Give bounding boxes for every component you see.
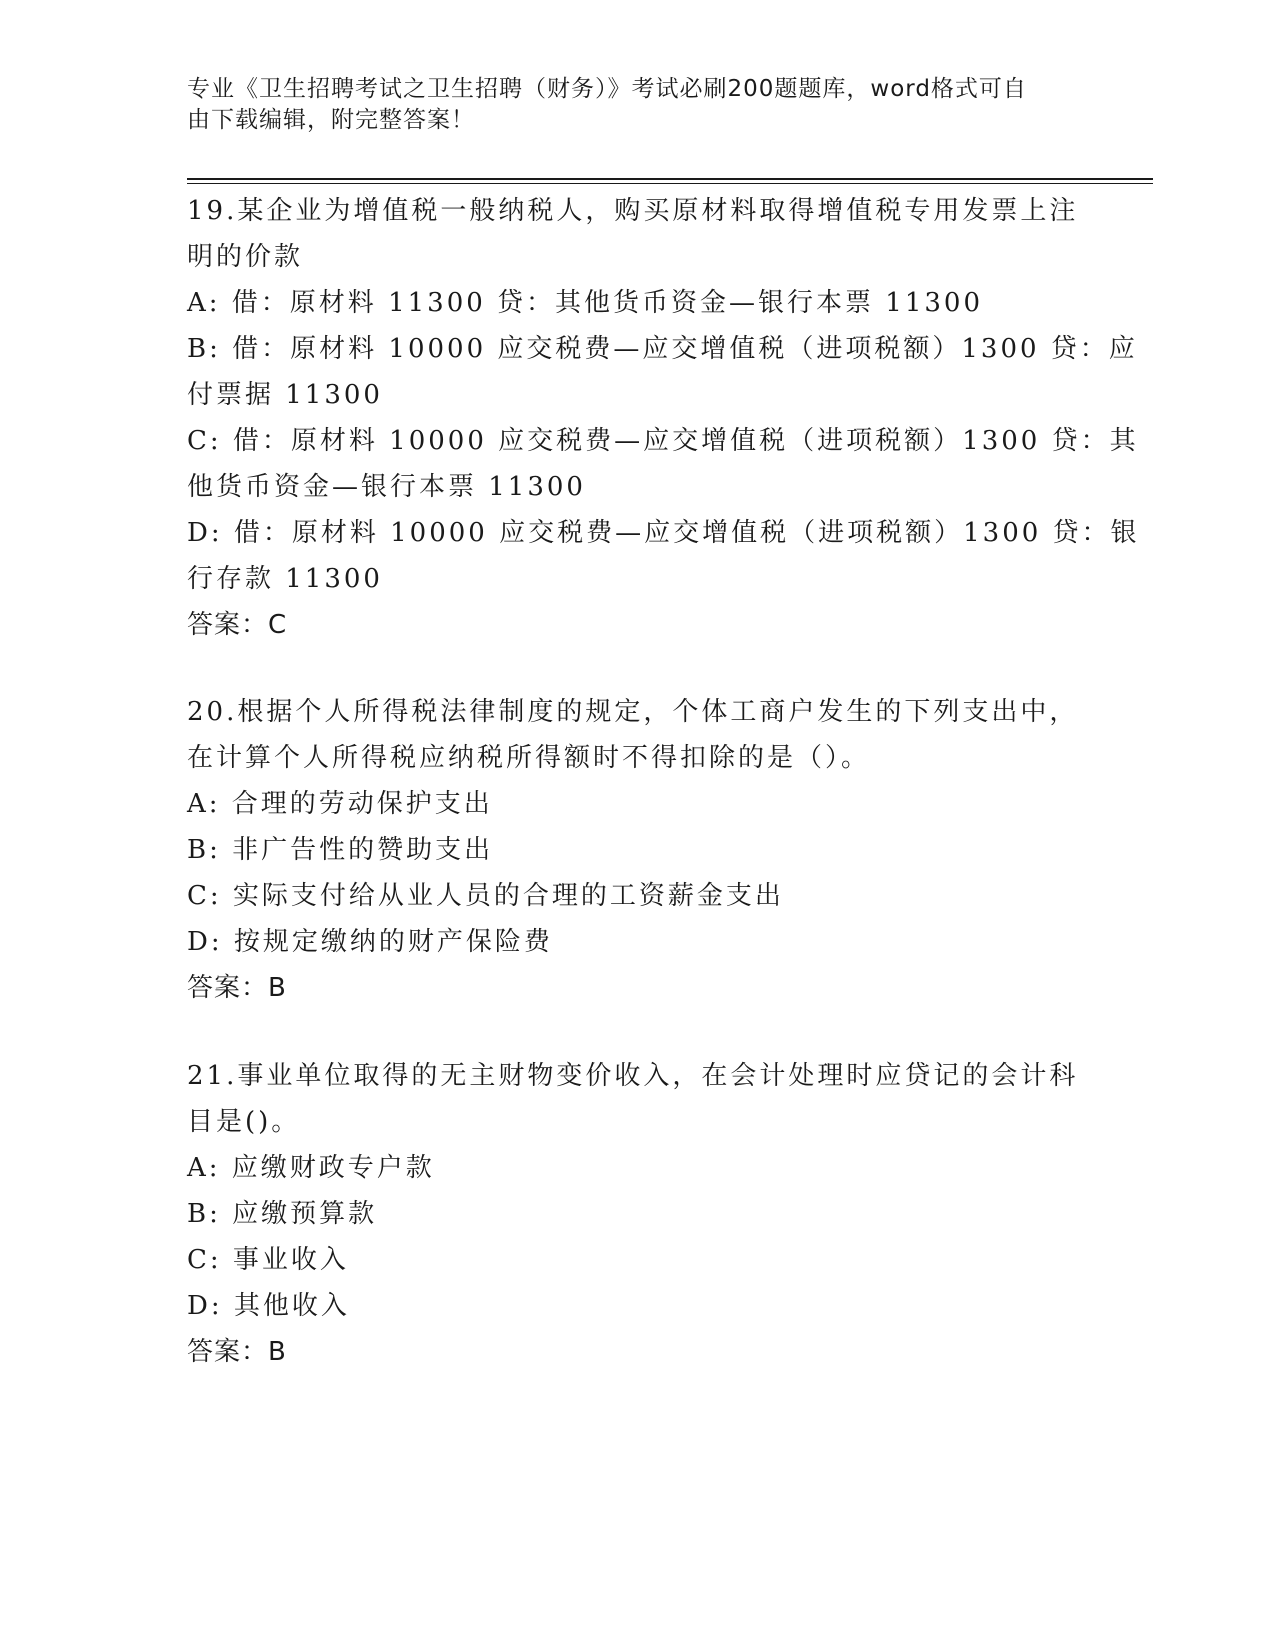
option-b: B: 借：原材料 10000 应交税费—应交增值税（进项税额）1300 贷：应 <box>187 334 1138 364</box>
question-stem-line: 21.事业单位取得的无主财物变价收入，在会计处理时应贷记的会计科 <box>187 1061 1079 1091</box>
option-c: C: 事业收入 <box>187 1245 349 1275</box>
document-header <box>187 74 1067 136</box>
option-d: D: 其他收入 <box>187 1291 350 1321</box>
answer-label: 答案：C <box>187 610 288 640</box>
option-d-continued: 行存款 11300 <box>187 564 383 594</box>
header-line-2: 由下载编辑，附完整答案！ <box>187 107 475 133</box>
option-a: A: 借：原材料 11300 贷：其他货币资金—银行本票 11300 <box>187 288 984 318</box>
option-b: B: 应缴预算款 <box>187 1199 378 1229</box>
answer-label: 答案：B <box>187 1337 287 1367</box>
option-d: D: 借：原材料 10000 应交税费—应交增值税（进项税额）1300 贷：银 <box>187 518 1140 548</box>
header-rule-thin <box>187 183 1153 184</box>
question-stem-line: 19.某企业为增值税一般纳税人，购买原材料取得增值税专用发票上注 <box>187 196 1079 226</box>
header-line-1: 专业《卫生招聘考试之卫生招聘（财务）》考试必刷200题题库，word格式可自 <box>187 76 1027 102</box>
option-c: C: 实际支付给从业人员的合理的工资薪金支出 <box>187 881 784 911</box>
question-stem-line: 在计算个人所得税应纳税所得额时不得扣除的是（）。 <box>187 743 871 773</box>
option-b: B: 非广告性的赞助支出 <box>187 835 494 865</box>
answer-label: 答案：B <box>187 973 287 1003</box>
option-a: A: 应缴财政专户款 <box>187 1153 435 1183</box>
question-21 <box>187 1053 1087 1375</box>
question-stem-line: 明的价款 <box>187 242 304 272</box>
question-stem-line: 20.根据个人所得税法律制度的规定，个体工商户发生的下列支出中， <box>187 697 1079 727</box>
option-b-continued: 付票据 11300 <box>187 380 383 410</box>
header-rule-thick <box>187 178 1153 180</box>
option-c-continued: 他货币资金—银行本票 11300 <box>187 472 586 502</box>
option-c: C: 借：原材料 10000 应交税费—应交增值税（进项税额）1300 贷：其 <box>187 426 1139 456</box>
question-20 <box>187 689 1087 1011</box>
option-d: D: 按规定缴纳的财产保险费 <box>187 927 553 957</box>
option-a: A: 合理的劳动保护支出 <box>187 789 493 819</box>
question-19 <box>187 188 1140 648</box>
question-stem-line: 目是()。 <box>187 1107 301 1137</box>
